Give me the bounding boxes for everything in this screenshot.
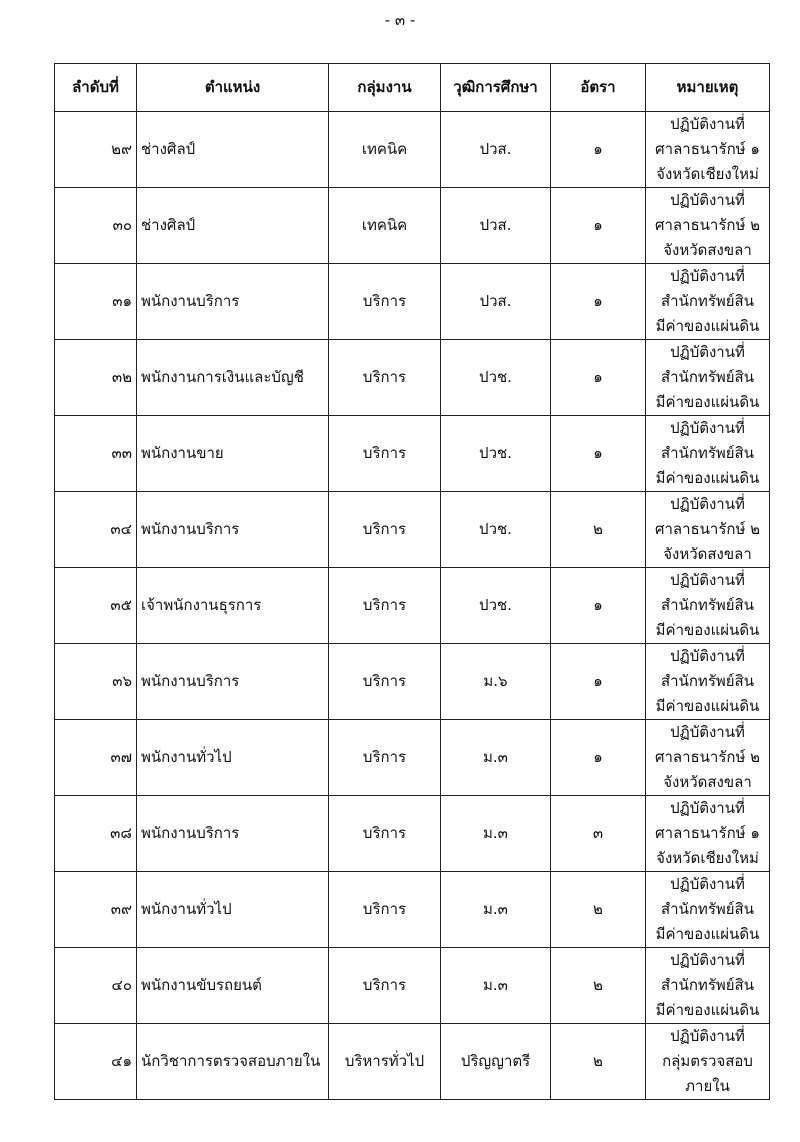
remark-line: ปฏิบัติงานที่ [670, 647, 745, 665]
cell-position: เจ้าพนักงานธุรการ [137, 568, 329, 644]
cell-position: นักวิชาการตรวจสอบภายใน [137, 1024, 329, 1100]
header-rate: อัตรา [551, 64, 646, 112]
table-row [55, 416, 770, 492]
cell-group: บริการ [329, 796, 441, 872]
cell-no: ๓๘ [55, 796, 137, 872]
table-row [55, 720, 770, 796]
remark-line: ปฏิบัติงานที่ [670, 875, 745, 893]
cell-no: ๓๑ [55, 264, 137, 340]
cell-remark [646, 340, 770, 416]
header-remark: หมายเหตุ [646, 64, 770, 112]
cell-position: พนักงานบริการ [137, 492, 329, 568]
cell-remark [646, 948, 770, 1024]
cell-position: พนักงานบริการ [137, 644, 329, 720]
remark-line: ปฏิบัติงานที่ [670, 1027, 745, 1045]
remark-line: มีค่าของแผ่นดิน [655, 1001, 760, 1019]
cell-remark [646, 796, 770, 872]
cell-remark [646, 492, 770, 568]
remark-line: สำนักทรัพย์สิน [661, 596, 754, 614]
cell-education: ปวช. [441, 416, 551, 492]
cell-education: ม.๓ [441, 720, 551, 796]
remark-line: ปฏิบัติงานที่ [670, 799, 745, 817]
cell-position: ช่างศิลป์ [137, 112, 329, 188]
cell-rate: ๒ [551, 948, 646, 1024]
table-row [55, 644, 770, 720]
cell-rate: ๓ [551, 796, 646, 872]
cell-group: บริการ [329, 264, 441, 340]
remark-line: จังหวัดเชียงใหม่ [656, 849, 759, 867]
cell-remark [646, 872, 770, 948]
cell-rate: ๑ [551, 112, 646, 188]
remark-line: ศาลาธนารักษ์ ๑ [655, 140, 760, 158]
remark-line: สำนักทรัพย์สิน [661, 292, 754, 310]
cell-rate: ๒ [551, 872, 646, 948]
remark-line: จังหวัดสงขลา [663, 241, 752, 259]
remark-line: ปฏิบัติงานที่ [670, 419, 745, 437]
cell-no: ๓๓ [55, 416, 137, 492]
remark-line: ปฏิบัติงานที่ [670, 115, 745, 133]
cell-no: ๒๙ [55, 112, 137, 188]
remark-line: ปฏิบัติงานที่ [670, 723, 745, 741]
remark-line: ปฏิบัติงานที่ [670, 267, 745, 285]
table-row [55, 1024, 770, 1100]
table-row [55, 872, 770, 948]
cell-group: บริการ [329, 644, 441, 720]
remark-line: ศาลาธนารักษ์ ๒ [654, 216, 761, 234]
remark-line: สำนักทรัพย์สิน [661, 368, 754, 386]
cell-education: ปวช. [441, 568, 551, 644]
table-row [55, 112, 770, 188]
table-row [55, 492, 770, 568]
cell-remark [646, 644, 770, 720]
cell-remark [646, 112, 770, 188]
cell-group: บริการ [329, 720, 441, 796]
cell-no: ๓๖ [55, 644, 137, 720]
cell-group: บริการ [329, 492, 441, 568]
remark-line: มีค่าของแผ่นดิน [655, 393, 760, 411]
table-header-row [55, 64, 770, 112]
remark-line: มีค่าของแผ่นดิน [655, 925, 760, 943]
remark-line: ปฏิบัติงานที่ [670, 191, 745, 209]
cell-position: พนักงานขาย [137, 416, 329, 492]
cell-group: บริการ [329, 948, 441, 1024]
cell-group: บริการ [329, 872, 441, 948]
remark-line: ปฏิบัติงานที่ [670, 343, 745, 361]
cell-position: พนักงานขับรถยนต์ [137, 948, 329, 1024]
remark-line: ศาลาธนารักษ์ ๒ [654, 520, 761, 538]
table-row [55, 948, 770, 1024]
remark-line: มีค่าของแผ่นดิน [655, 621, 760, 639]
cell-rate: ๒ [551, 492, 646, 568]
cell-rate: ๑ [551, 340, 646, 416]
cell-education: ปวส. [441, 264, 551, 340]
cell-rate: ๑ [551, 568, 646, 644]
cell-position: พนักงานทั่วไป [137, 872, 329, 948]
table-row [55, 568, 770, 644]
cell-no: ๓๒ [55, 340, 137, 416]
cell-education: ม.๖ [441, 644, 551, 720]
remark-line: มีค่าของแผ่นดิน [655, 697, 760, 715]
cell-remark [646, 1024, 770, 1100]
positions-table [54, 63, 770, 1100]
cell-remark [646, 264, 770, 340]
cell-no: ๔๐ [55, 948, 137, 1024]
cell-education: ปวส. [441, 112, 551, 188]
cell-rate: ๑ [551, 720, 646, 796]
header-education: วุฒิการศึกษา [441, 64, 551, 112]
cell-remark [646, 188, 770, 264]
cell-group: บริหารทั่วไป [329, 1024, 441, 1100]
cell-education: ม.๓ [441, 796, 551, 872]
cell-remark [646, 416, 770, 492]
cell-education: ปวช. [441, 492, 551, 568]
remark-line: ภายใน [685, 1077, 730, 1095]
cell-group: เทคนิค [329, 112, 441, 188]
cell-remark [646, 568, 770, 644]
cell-education: ม.๓ [441, 948, 551, 1024]
table-row [55, 188, 770, 264]
cell-rate: ๑ [551, 416, 646, 492]
page-number: - ๓ - [384, 11, 416, 29]
cell-education: ปวส. [441, 188, 551, 264]
remark-line: สำนักทรัพย์สิน [661, 976, 754, 994]
header-no: ลำดับที่ [55, 64, 137, 112]
remark-line: ปฏิบัติงานที่ [670, 495, 745, 513]
table-row [55, 264, 770, 340]
header-position: ตำแหน่ง [137, 64, 329, 112]
cell-no: ๔๑ [55, 1024, 137, 1100]
cell-position: พนักงานบริการ [137, 264, 329, 340]
cell-position: พนักงานบริการ [137, 796, 329, 872]
cell-group: บริการ [329, 568, 441, 644]
cell-remark [646, 720, 770, 796]
cell-education: ม.๓ [441, 872, 551, 948]
remark-line: สำนักทรัพย์สิน [661, 672, 754, 690]
cell-position: ช่างศิลป์ [137, 188, 329, 264]
cell-education: ปริญญาตรี [441, 1024, 551, 1100]
header-group: กลุ่มงาน [329, 64, 441, 112]
remark-line: จังหวัดสงขลา [663, 545, 752, 563]
remark-line: มีค่าของแผ่นดิน [655, 317, 760, 335]
remark-line: จังหวัดสงขลา [663, 773, 752, 791]
cell-rate: ๒ [551, 1024, 646, 1100]
cell-rate: ๑ [551, 188, 646, 264]
cell-no: ๓๗ [55, 720, 137, 796]
remark-line: ศาลาธนารักษ์ ๒ [654, 748, 761, 766]
remark-line: มีค่าของแผ่นดิน [655, 469, 760, 487]
cell-position: พนักงานทั่วไป [137, 720, 329, 796]
remark-line: สำนักทรัพย์สิน [661, 900, 754, 918]
remark-line: กลุ่มตรวจสอบ [662, 1052, 753, 1070]
remark-line: ปฏิบัติงานที่ [670, 571, 745, 589]
table-body [55, 112, 770, 1100]
table-row [55, 796, 770, 872]
cell-position: พนักงานการเงินและบัญชี [137, 340, 329, 416]
cell-rate: ๑ [551, 264, 646, 340]
remark-line: จังหวัดเชียงใหม่ [656, 165, 759, 183]
cell-group: บริการ [329, 416, 441, 492]
cell-no: ๓๕ [55, 568, 137, 644]
cell-group: บริการ [329, 340, 441, 416]
cell-no: ๓๔ [55, 492, 137, 568]
cell-group: เทคนิค [329, 188, 441, 264]
remark-line: ปฏิบัติงานที่ [670, 951, 745, 969]
cell-education: ปวช. [441, 340, 551, 416]
remark-line: ศาลาธนารักษ์ ๑ [655, 824, 760, 842]
cell-rate: ๑ [551, 644, 646, 720]
cell-no: ๓๐ [55, 188, 137, 264]
cell-no: ๓๙ [55, 872, 137, 948]
table-row [55, 340, 770, 416]
remark-line: สำนักทรัพย์สิน [661, 444, 754, 462]
